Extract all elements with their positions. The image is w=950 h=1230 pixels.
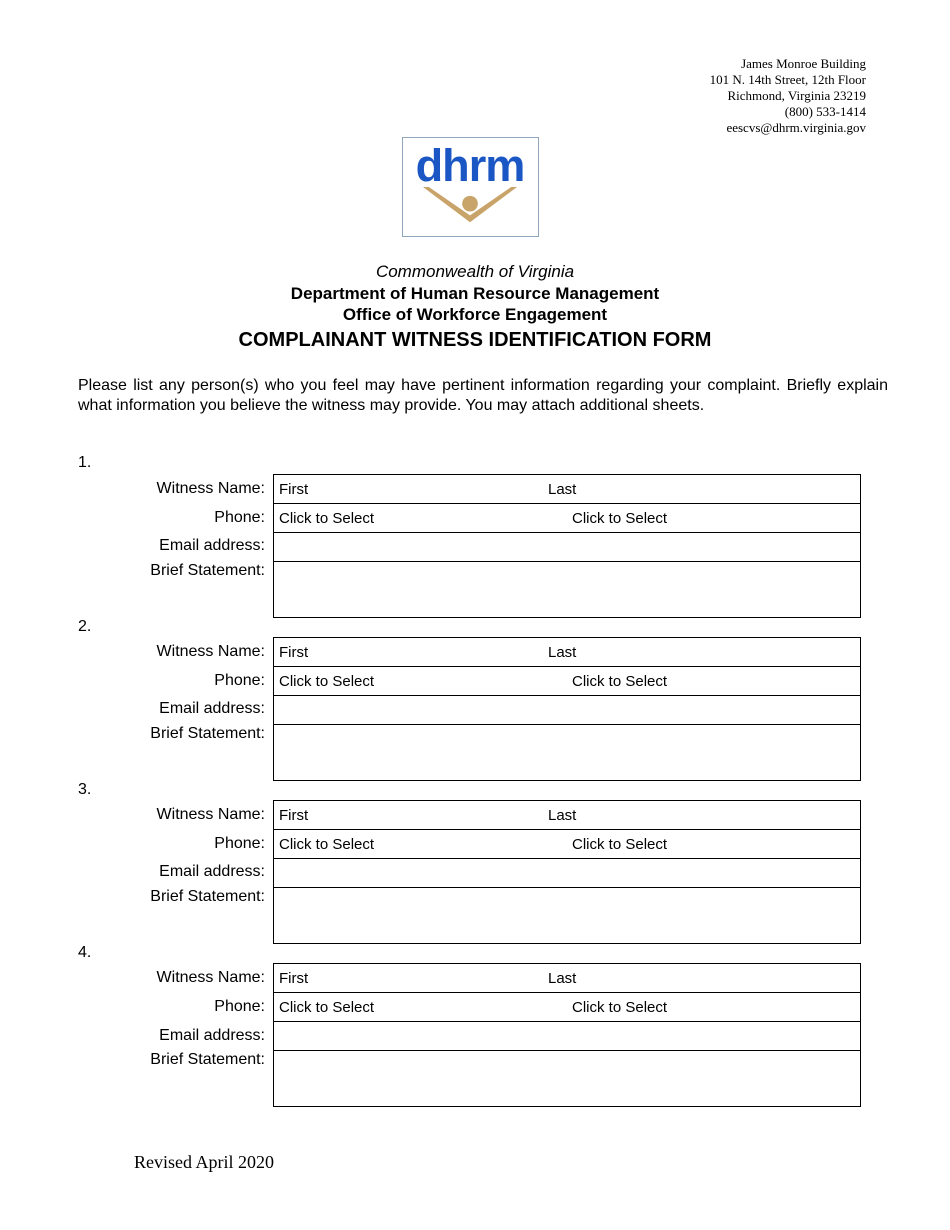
email-field[interactable] — [274, 696, 860, 725]
address-phone: (800) 533-1414 — [784, 104, 866, 119]
first-name-field[interactable]: First — [279, 807, 309, 824]
phone-select-1[interactable]: Click to Select — [279, 836, 375, 853]
phone-select-2[interactable]: Click to Select — [572, 999, 668, 1016]
statement-label: Brief Statement: — [150, 1051, 265, 1068]
statement-field[interactable] — [274, 888, 860, 943]
form-instructions: Please list any person(s) who you feel may have pertinent information regarding your complaint. Briefly explain what information you believe the witness may provide. You may attach additional sheets. — [78, 377, 888, 414]
last-name-field[interactable]: Last — [548, 481, 577, 498]
witness-name-row — [274, 475, 860, 504]
phone-row — [274, 667, 860, 696]
last-name-field[interactable]: Last — [548, 644, 577, 661]
revision-date: Revised April 2020 — [134, 1152, 274, 1172]
witness-number: 4. — [78, 944, 92, 961]
witness-number: 3. — [78, 781, 92, 798]
witness-number: 1. — [78, 454, 92, 471]
phone-row — [274, 993, 860, 1022]
heading-office: Office of Workforce Engagement — [342, 305, 608, 324]
statement-label: Brief Statement: — [150, 725, 265, 742]
witness-name-label: Witness Name: — [156, 480, 265, 497]
last-name-field[interactable]: Last — [548, 970, 577, 987]
witness-name-row — [274, 964, 860, 993]
phone-select-1[interactable]: Click to Select — [279, 510, 375, 527]
witness-name-label: Witness Name: — [156, 806, 265, 823]
email-label: Email address: — [159, 1027, 265, 1044]
witness-form-box — [273, 963, 861, 1107]
dhrm-logo-text: dhrm — [415, 140, 525, 192]
email-field[interactable] — [274, 1022, 860, 1051]
email-field[interactable] — [274, 533, 860, 562]
phone-row — [274, 830, 860, 859]
email-label: Email address: — [159, 863, 265, 880]
first-name-field[interactable]: First — [279, 970, 309, 987]
phone-label: Phone: — [214, 509, 265, 526]
first-name-field[interactable]: First — [279, 644, 309, 661]
phone-select-2[interactable]: Click to Select — [572, 836, 668, 853]
address-city: Richmond, Virginia 23219 — [727, 88, 866, 103]
phone-label: Phone: — [214, 835, 265, 852]
heading-state: Commonwealth of Virginia — [375, 262, 575, 281]
phone-select-2[interactable]: Click to Select — [572, 673, 668, 690]
email-label: Email address: — [159, 537, 265, 554]
witness-number: 2. — [78, 618, 92, 635]
statement-field[interactable] — [274, 562, 860, 617]
phone-label: Phone: — [214, 672, 265, 689]
address-building: James Monroe Building — [741, 56, 866, 71]
email-label: Email address: — [159, 700, 265, 717]
last-name-field[interactable]: Last — [548, 807, 577, 824]
dhrm-logo-head-icon — [462, 196, 478, 212]
phone-row — [274, 504, 860, 533]
statement-field[interactable] — [274, 1051, 860, 1106]
witness-name-label: Witness Name: — [156, 969, 265, 986]
phone-select-2[interactable]: Click to Select — [572, 510, 668, 527]
witness-form-box — [273, 474, 861, 618]
witness-name-row — [274, 801, 860, 830]
statement-label: Brief Statement: — [150, 888, 265, 905]
heading-department: Department of Human Resource Management — [290, 284, 660, 303]
email-field[interactable] — [274, 859, 860, 888]
witness-name-row — [274, 638, 860, 667]
form-title: COMPLAINANT WITNESS IDENTIFICATION FORM — [238, 329, 712, 351]
statement-field[interactable] — [274, 725, 860, 780]
address-email: eescvs@dhrm.virginia.gov — [726, 120, 866, 135]
phone-select-1[interactable]: Click to Select — [279, 999, 375, 1016]
first-name-field[interactable]: First — [279, 481, 309, 498]
phone-label: Phone: — [214, 998, 265, 1015]
phone-select-1[interactable]: Click to Select — [279, 673, 375, 690]
witness-form-box — [273, 637, 861, 781]
address-street: 101 N. 14th Street, 12th Floor — [709, 72, 866, 87]
witness-form-box — [273, 800, 861, 944]
dhrm-logo — [402, 137, 539, 237]
agency-address-block — [710, 56, 866, 136]
witness-name-label: Witness Name: — [156, 643, 265, 660]
statement-label: Brief Statement: — [150, 562, 265, 579]
